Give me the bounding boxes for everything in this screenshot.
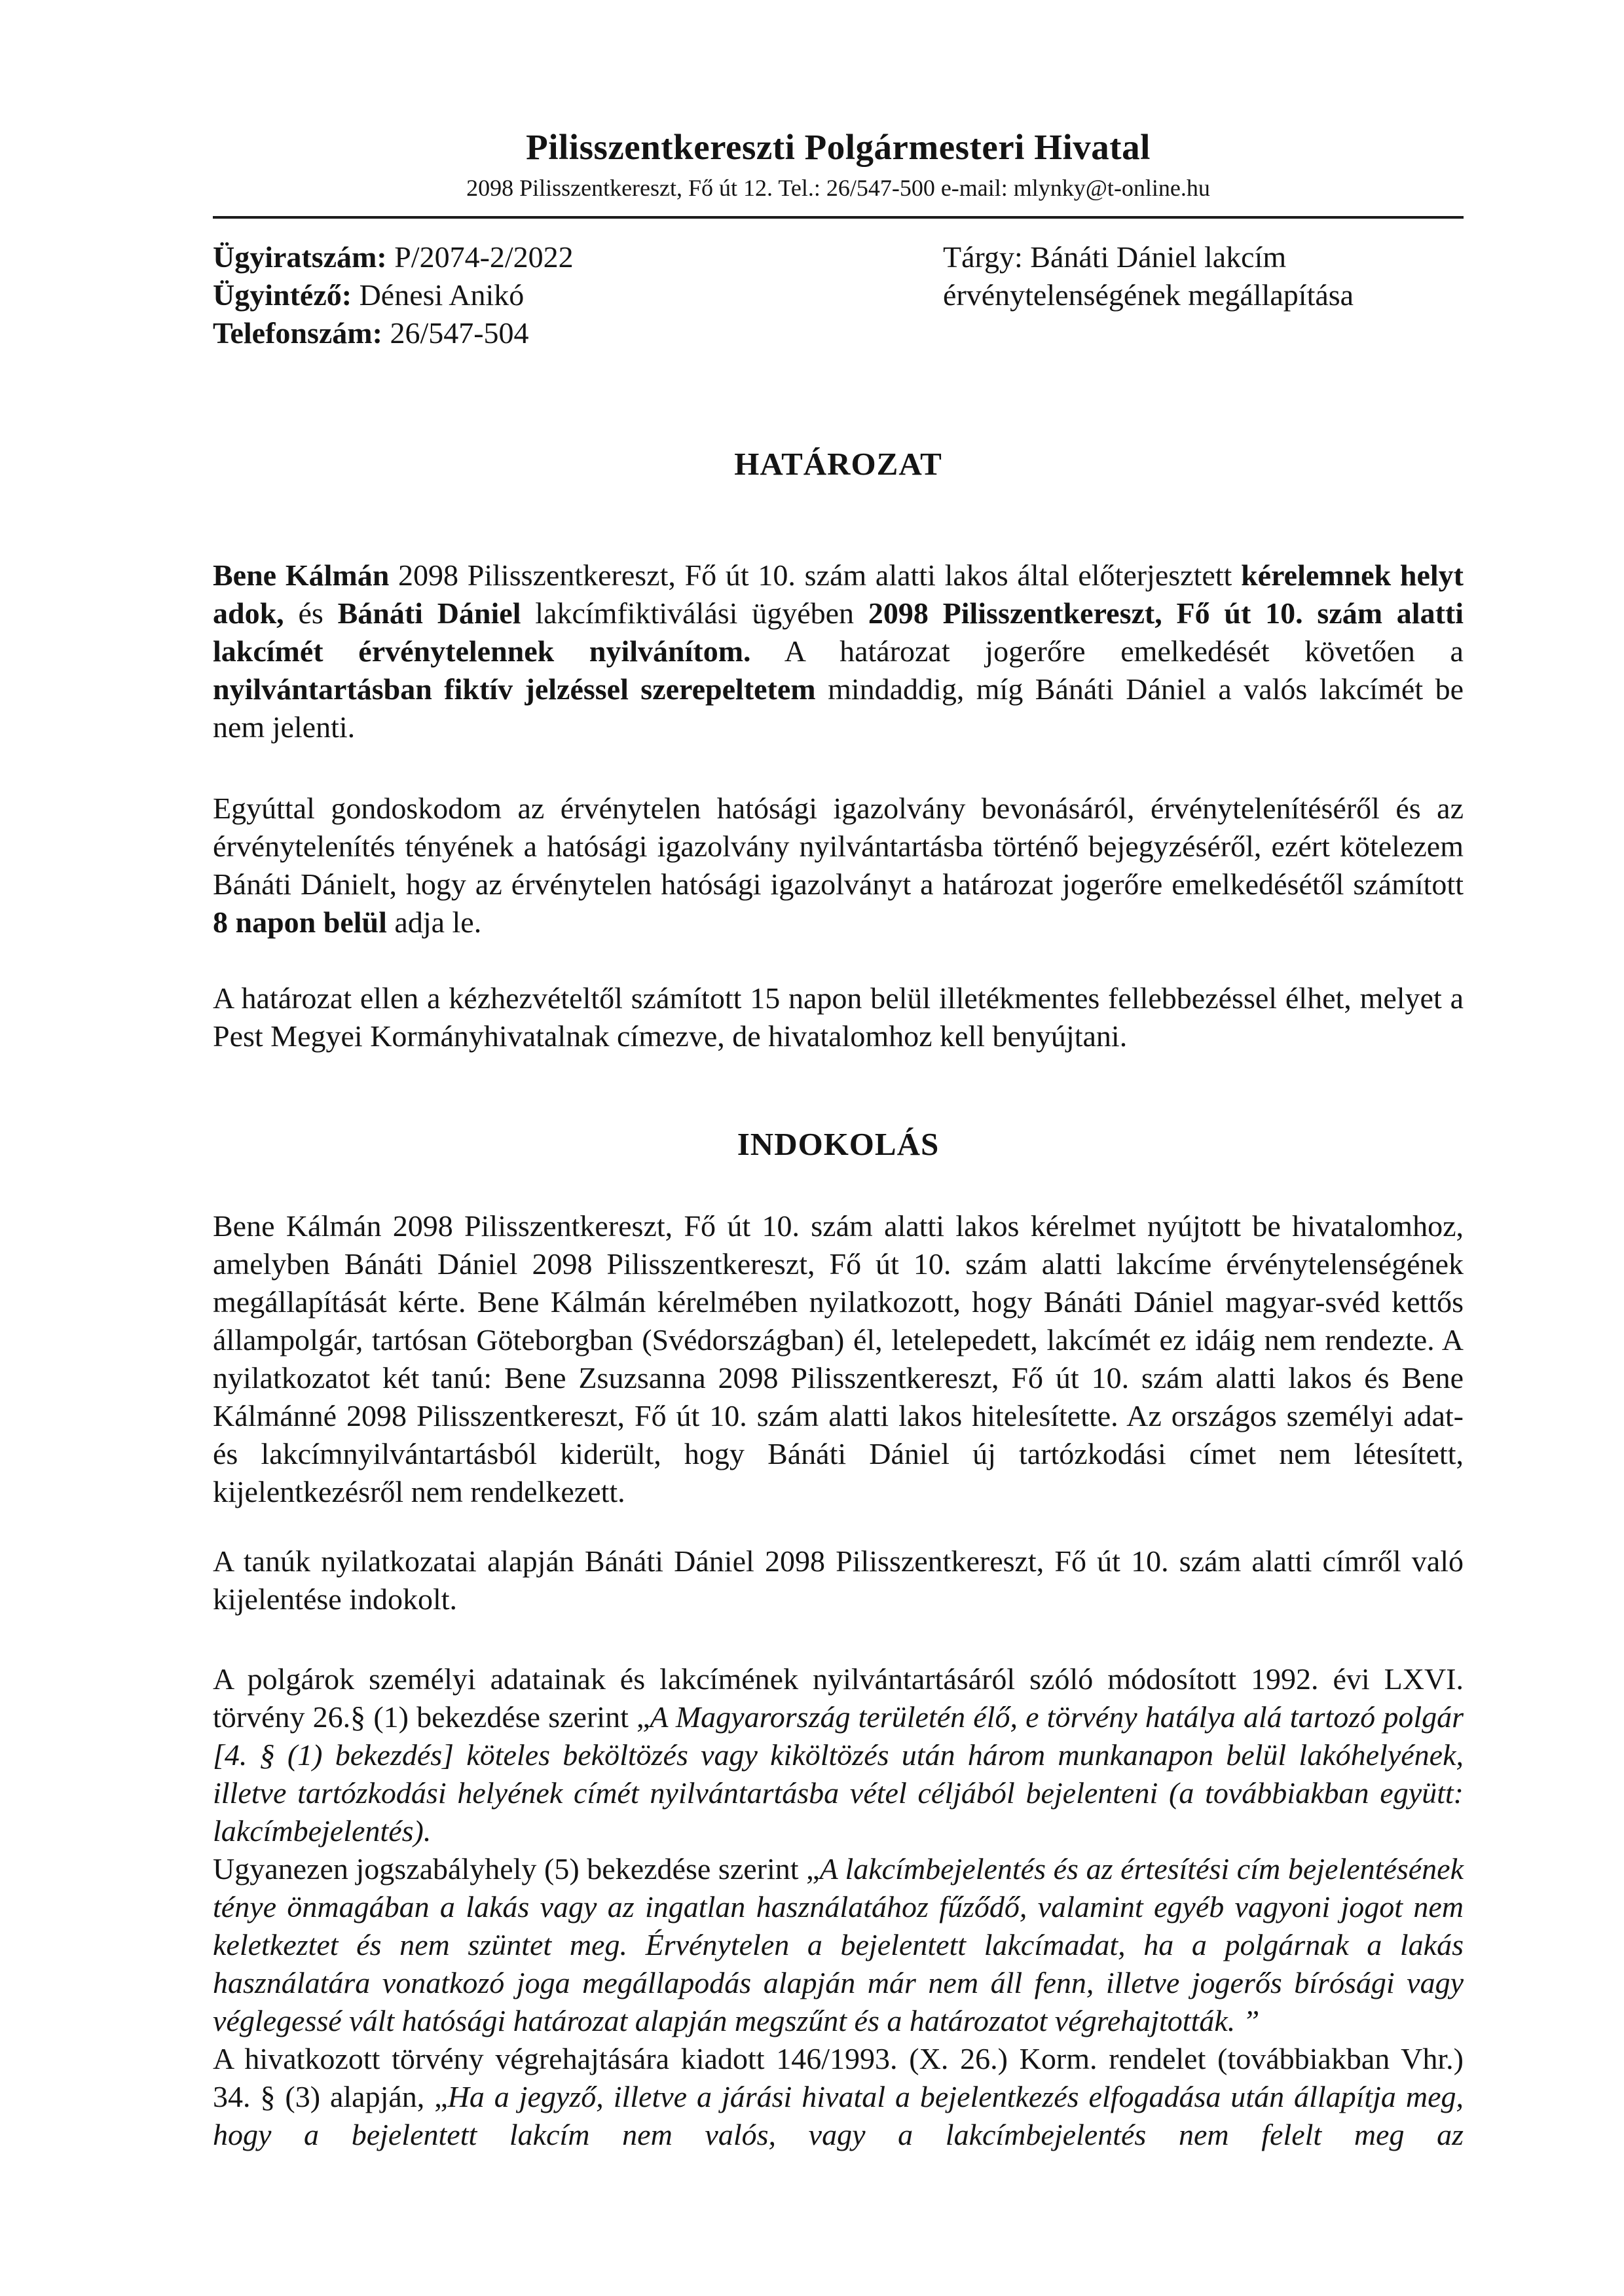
clerk-line [213,276,574,314]
text-run: 2098 Pilisszentkereszt, Fő út 10. szám alatti lakos által előterjesztett [389,558,1242,592]
document-content [213,0,1464,2154]
clerk-label: Ügyintéző: [213,278,352,312]
text-run: mindaddig, míg Bánáti Dániel a valós lakcímét be nem jelenti. [213,672,1464,744]
law-citation-paragraph-2 [213,1850,1464,2040]
text-run: kérelemnek helyt adok, [213,558,1464,630]
letterhead [213,0,1464,202]
text-run: adja le. [386,905,482,939]
reasoning-heading: INDOKOLÁS [737,1126,940,1162]
text-run: Bánáti Dániel [337,596,521,630]
text-run: A polgárok személyi adatainak és lakcímének nyilvántartásáról szóló módosított 1992. évi LXVI. törvény 26.§ (1) bekezdése szerint „ [213,1662,1464,1734]
decision-heading: HATÁROZAT [734,446,942,482]
law-citation-paragraph-1 [213,1660,1464,1850]
office-title: Pilisszentkereszti Polgármesteri Hivatal [526,127,1151,167]
reasoning-paragraph-1 [213,1207,1464,1511]
text-run: Ha a jegyző, illetve a járási hivatal a bejelentkezés elfogadása után állapítja meg, hogy a bejelentett lakcím nem valós, vagy a lakcímbejelentés nem felelt meg az [213,2080,1464,2151]
case-number-value: P/2074-2/2022 [394,240,574,274]
case-meta-block [213,238,574,352]
subject-block [943,238,1464,352]
text-run: A határozat ellen a kézhezvételtől számított 15 napon belül illetékmentes fellebbezéssel élhet, melyet a Pest Megyei Kormányhivatalnak címezve, de hivatalomhoz kell benyújtani. [213,981,1464,1053]
appeal-paragraph [213,979,1464,1055]
text-run: Ugyanezen jogszabályhely (5) bekezdése szerint „ [213,1852,820,1886]
phone-line [213,314,574,352]
meta-row [213,238,1464,352]
subject-value-line2: érvénytelenségének megállapítása [943,278,1354,312]
reasoning-paragraph-2 [213,1542,1464,1618]
phone-value: 26/547-504 [390,316,529,350]
text-run: A határozat jogerőre emelkedését követően a [750,634,1464,668]
text-run: nyilvántartásban fiktív jelzéssel szerepeltetem [213,672,816,706]
text-run: A lakcímbejelentés és az értesítési cím bejelentésének ténye önmagában a lakás vagy az ingatlan használatához fűződő, valamint egyéb vagyoni jogot nem keletkeztet és nem szüntet meg. Érvénytelen a bejelentett lakcímadat, ha a polgárnak a lakás használatára vonatkozó joga megállapodás alapján már nem áll fenn, illetve jogerős bírósági vagy véglegessé vált hatósági határozat alapján megszűnt és a határozatot végrehajtották. ” [213,1852,1464,2037]
phone-label: Telefonszám: [213,316,382,350]
subject-value-line1: Bánáti Dániel lakcím [1030,240,1287,274]
text-run: és [284,596,338,630]
text-run: 8 napon belül [213,905,387,939]
text-run: A hivatkozott törvény végrehajtására kiadott 146/1993. (X. 26.) Korm. rendelet (továbbiakban Vhr.) 34. § (3) alapján, „ [213,2042,1464,2113]
law-citation-paragraph-3 [213,2040,1464,2154]
case-number-line [213,238,574,276]
subject-line-1 [943,238,1464,276]
office-address-line: 2098 Pilisszentkereszt, Fő út 12. Tel.: 26/547-500 e-mail: mlynky@t-online.hu [466,175,1210,201]
text-run: Bene Kálmán [213,558,390,592]
text-run: lakcímfiktiválási ügyében [521,596,868,630]
text-run: 2098 Pilisszentkereszt, Fő út 10. szám alatti lakcímét érvénytelennek nyilvánítom. [213,596,1464,668]
text-run: Bene Kálmán 2098 Pilisszentkereszt, Fő út 10. szám alatti lakos kérelmet nyújtott be hivatalomhoz, amelyben Bánáti Dániel 2098 Pilisszentkereszt, Fő út 10. szám alatti lakcíme érvénytelenségének megállapítását kérte. Bene Kálmán kérelmében nyilatkozott, hogy Bánáti Dániel magyar-svéd kettős állampolgár, tartósan Göteborgban (Svédországban) él, letelepedett, lakcímét ez idáig nem rendezte. A nyilatkozatot két tanú: Bene Zsuzsanna 2098 Pilisszentkereszt, Fő út 10. szám alatti lakos és Bene Kálmánné 2098 Pilisszentkereszt, Fő út 10. szám alatti lakos hitelesítette. Az országos személyi adat- és lakcímnyilvántartásból kiderült, hogy Bánáti Dániel új tartózkodási címet nem létesített, kijelentkezésről nem rendelkezett. [213,1209,1464,1508]
letterhead-divider [213,216,1464,219]
text-run: Egyúttal gondoskodom az érvénytelen hatósági igazolvány bevonásáról, érvénytelenítéséről és az érvénytelenítés tényének a hatósági igazolvány nyilvántartásba történő bejegyzéséről, ezért kötelezem Bánáti Dánielt, hogy az érvénytelen hatósági igazolványt a határozat jogerőre emelkedésétől számított [213,792,1464,901]
clerk-value: Dénesi Anikó [359,278,525,312]
text-run: A tanúk nyilatkozatai alapján Bánáti Dániel 2098 Pilisszentkereszt, Fő út 10. szám alatti címről való kijelentése indokolt. [213,1544,1464,1616]
decision-paragraph-2 [213,790,1464,941]
decision-paragraph-1 [213,556,1464,746]
text-run: A Magyarország területén élő, e törvény hatálya alá tartozó polgár [4. § (1) bekezdés] köteles beköltözés vagy kiköltözés után három munkanapon belül lakóhelyének, illetve tartózkodási helyének címét nyilvántartásba vétel céljából bejelenteni (a továbbiakban együtt: lakcímbejelentés). [213,1700,1464,1848]
subject-label: Tárgy: [943,240,1023,274]
case-number-label: Ügyiratszám: [213,240,387,274]
